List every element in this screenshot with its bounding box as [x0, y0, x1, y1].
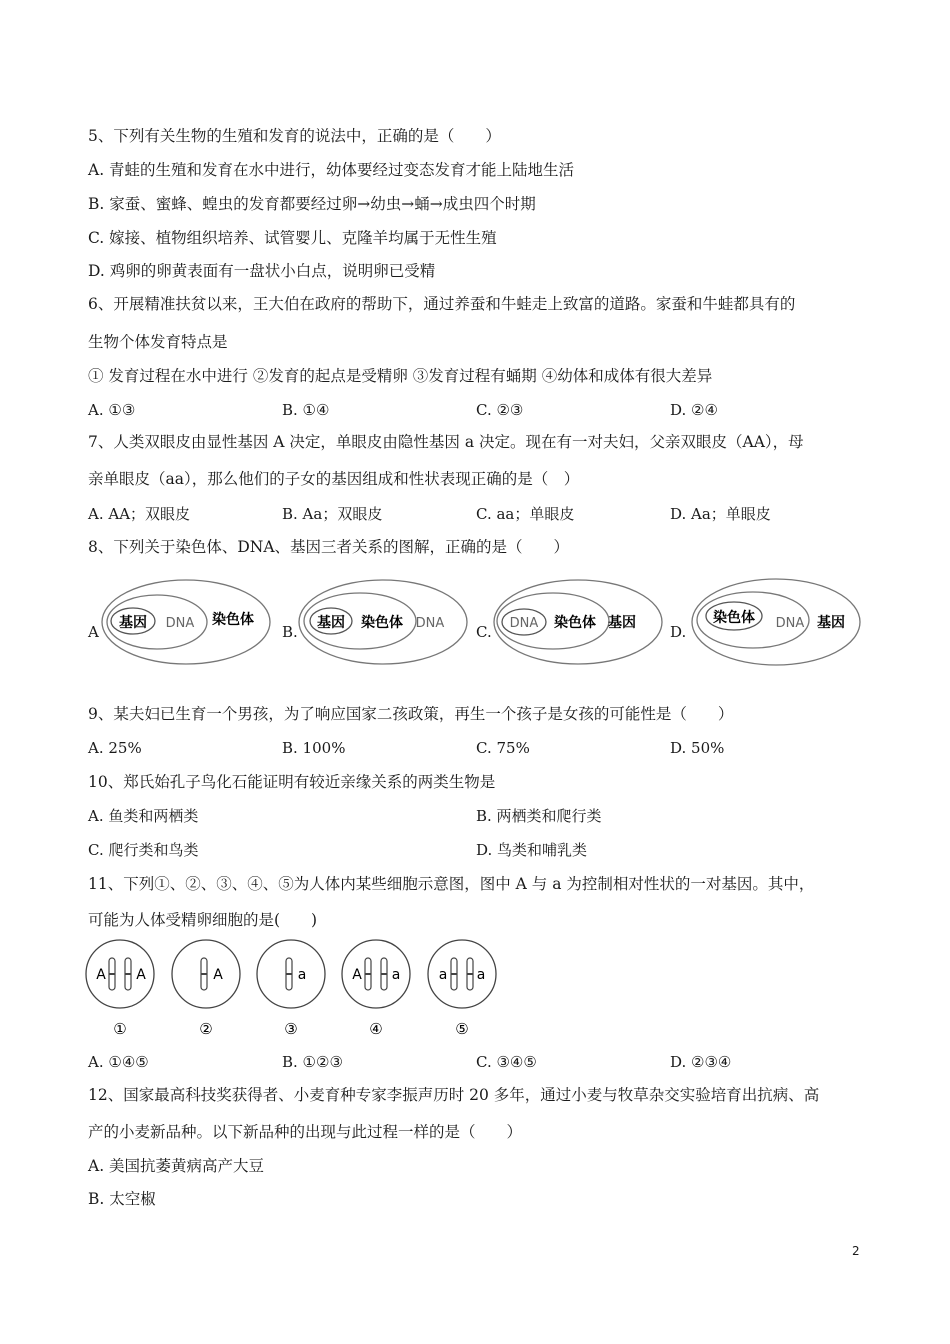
- q10-stem: 10、郑氏始孔子鸟化石能证明有较近亲缘关系的两类生物是: [88, 773, 496, 791]
- q11-cell-3: [257, 940, 325, 1038]
- q11-cell-4-left-gene: A: [352, 967, 362, 983]
- q8-a-inner: 基因: [119, 615, 147, 631]
- q11-option-a: A. ①④⑤: [88, 1053, 149, 1071]
- q7-stem-line2: 亲单眼皮（aa），那么他们的子女的基因组成和性状表现正确的是（ ）: [88, 470, 580, 488]
- q11-cell-5: [428, 940, 496, 1038]
- q11-cell-5-left-gene: a: [438, 967, 448, 983]
- q11-cell-4-number: ④: [369, 1020, 383, 1038]
- q11-cell-1-right-gene: A: [136, 967, 146, 983]
- q8-diagram-b-letter: B.: [282, 623, 298, 641]
- q11-cell-2: [172, 940, 240, 1038]
- q11-cell-3-number: ③: [284, 1020, 298, 1038]
- q5-stem: 5、下列有关生物的生殖和发育的说法中，正确的是（ ）: [88, 127, 501, 145]
- q8-d-inner: 染色体: [713, 610, 755, 626]
- q12-stem-line2: 产的小麦新品种。以下新品种的出现与此过程一样的是（ ）: [88, 1123, 523, 1141]
- q8-diagram-a: [102, 580, 270, 664]
- q9-option-c: C. 75%: [476, 739, 530, 757]
- q11-cell-4-right-gene: a: [391, 967, 401, 983]
- q11-option-d: D. ②③④: [670, 1053, 732, 1071]
- q7-stem-line1: 7、人类双眼皮由显性基因 A 决定，单眼皮由隐性基因 a 决定。现在有一对夫妇，父亲双眼皮（AA），母: [88, 433, 804, 451]
- q8-b-middle: 染色体: [361, 615, 403, 631]
- q11-cell-5-right-gene: a: [476, 967, 486, 983]
- q6-option-c: C. ②③: [476, 401, 524, 419]
- q10-option-d: D. 鸟类和哺乳类: [476, 841, 588, 859]
- q6-stem-line1: 6、开展精准扶贫以来，王大伯在政府的帮助下，通过养蚕和牛蛙走上致富的道路。家蚕和牛蛙都具有的: [88, 295, 796, 313]
- q8-diagram-b: [299, 580, 467, 664]
- q7-option-d: D. Aa；单眼皮: [670, 505, 771, 523]
- q5-option-a: A. 青蛙的生殖和发育在水中进行，幼体要经过变态发育才能上陆地生活: [88, 161, 575, 179]
- q6-option-a: A. ①③: [88, 401, 136, 419]
- q8-diagram-a-letter: A: [88, 623, 99, 641]
- q8-a-outer: 染色体: [212, 612, 254, 628]
- q8-d-outer: 基因: [817, 615, 845, 631]
- q5-option-d: D. 鸡卵的卵黄表面有一盘状小白点，说明卵已受精: [88, 262, 436, 280]
- q7-option-c: C. aa；单眼皮: [476, 505, 575, 523]
- q8-b-inner: 基因: [317, 615, 345, 631]
- q10-option-b: B. 两栖类和爬行类: [476, 807, 602, 825]
- q6-option-d: D. ②④: [670, 401, 718, 419]
- q8-diagram-d: [692, 579, 860, 665]
- q6-stem-line2: 生物个体发育特点是: [88, 333, 228, 351]
- q12-option-a: A. 美国抗萎黄病高产大豆: [88, 1157, 265, 1175]
- q10-option-c: C. 爬行类和鸟类: [88, 841, 199, 859]
- q11-cell-5-number: ⑤: [455, 1020, 469, 1038]
- q11-stem-line1: 11、下列①、②、③、④、⑤为人体内某些细胞示意图，图中 A 与 a 为控制相对性状的一对基因。其中，: [88, 875, 815, 893]
- q8-d-middle: DNA: [775, 616, 805, 631]
- q11-cell-2-right-gene: A: [213, 967, 223, 983]
- q12-stem-line1: 12、国家最高科技奖获得者、小麦育种专家李振声历时 20 多年，通过小麦与牧草杂交实验培育出抗病、高: [88, 1086, 820, 1104]
- q11-cell-1-number: ①: [113, 1020, 127, 1038]
- q8-b-outer: DNA: [415, 616, 445, 631]
- q9-option-d: D. 50%: [670, 739, 725, 757]
- q8-diagram-d-letter: D.: [670, 623, 687, 641]
- q8-diagram-c: [494, 580, 662, 664]
- q9-option-b: B. 100%: [282, 739, 346, 757]
- q9-stem: 9、某夫妇已生育一个男孩，为了响应国家二孩政策，再生一个孩子是女孩的可能性是（ ）: [88, 705, 734, 723]
- q11-cell-3-right-gene: a: [297, 967, 307, 983]
- q11-cell-2-number: ②: [199, 1020, 213, 1038]
- q8-a-middle: DNA: [165, 616, 195, 631]
- q8-stem: 8、下列关于染色体、DNA、基因三者关系的图解，正确的是（ ）: [88, 538, 570, 556]
- page-number: 2: [852, 1244, 860, 1258]
- q11-option-c: C. ③④⑤: [476, 1053, 537, 1071]
- q8-c-outer: 基因: [608, 615, 636, 631]
- q8-c-inner: DNA: [509, 616, 539, 631]
- q9-option-a: A. 25%: [88, 739, 142, 757]
- q10-option-a: A. 鱼类和两栖类: [88, 807, 199, 825]
- q7-option-b: B. Aa；双眼皮: [282, 505, 383, 523]
- q5-option-b: B. 家蚕、蜜蜂、蝗虫的发育都要经过卵→幼虫→蛹→成虫四个时期: [88, 195, 536, 213]
- q11-cell-4: [342, 940, 410, 1038]
- q6-statements: ① 发育过程在水中进行 ②发育的起点是受精卵 ③发育过程有蛹期 ④幼体和成体有很大差异: [88, 367, 713, 385]
- q7-option-a: A. AA；双眼皮: [88, 505, 191, 523]
- q11-cell-1-left-gene: A: [96, 967, 106, 983]
- q11-option-b: B. ①②③: [282, 1053, 343, 1071]
- q8-c-middle: 染色体: [554, 615, 596, 631]
- q11-cell-1: [86, 940, 154, 1038]
- q8-diagram-c-letter: C.: [476, 623, 492, 641]
- q12-option-b: B. 太空椒: [88, 1190, 156, 1208]
- q11-stem-line2: 可能为人体受精卵细胞的是( ): [88, 911, 318, 929]
- q6-option-b: B. ①④: [282, 401, 330, 419]
- q5-option-c: C. 嫁接、植物组织培养、试管婴儿、克隆羊均属于无性生殖: [88, 229, 497, 247]
